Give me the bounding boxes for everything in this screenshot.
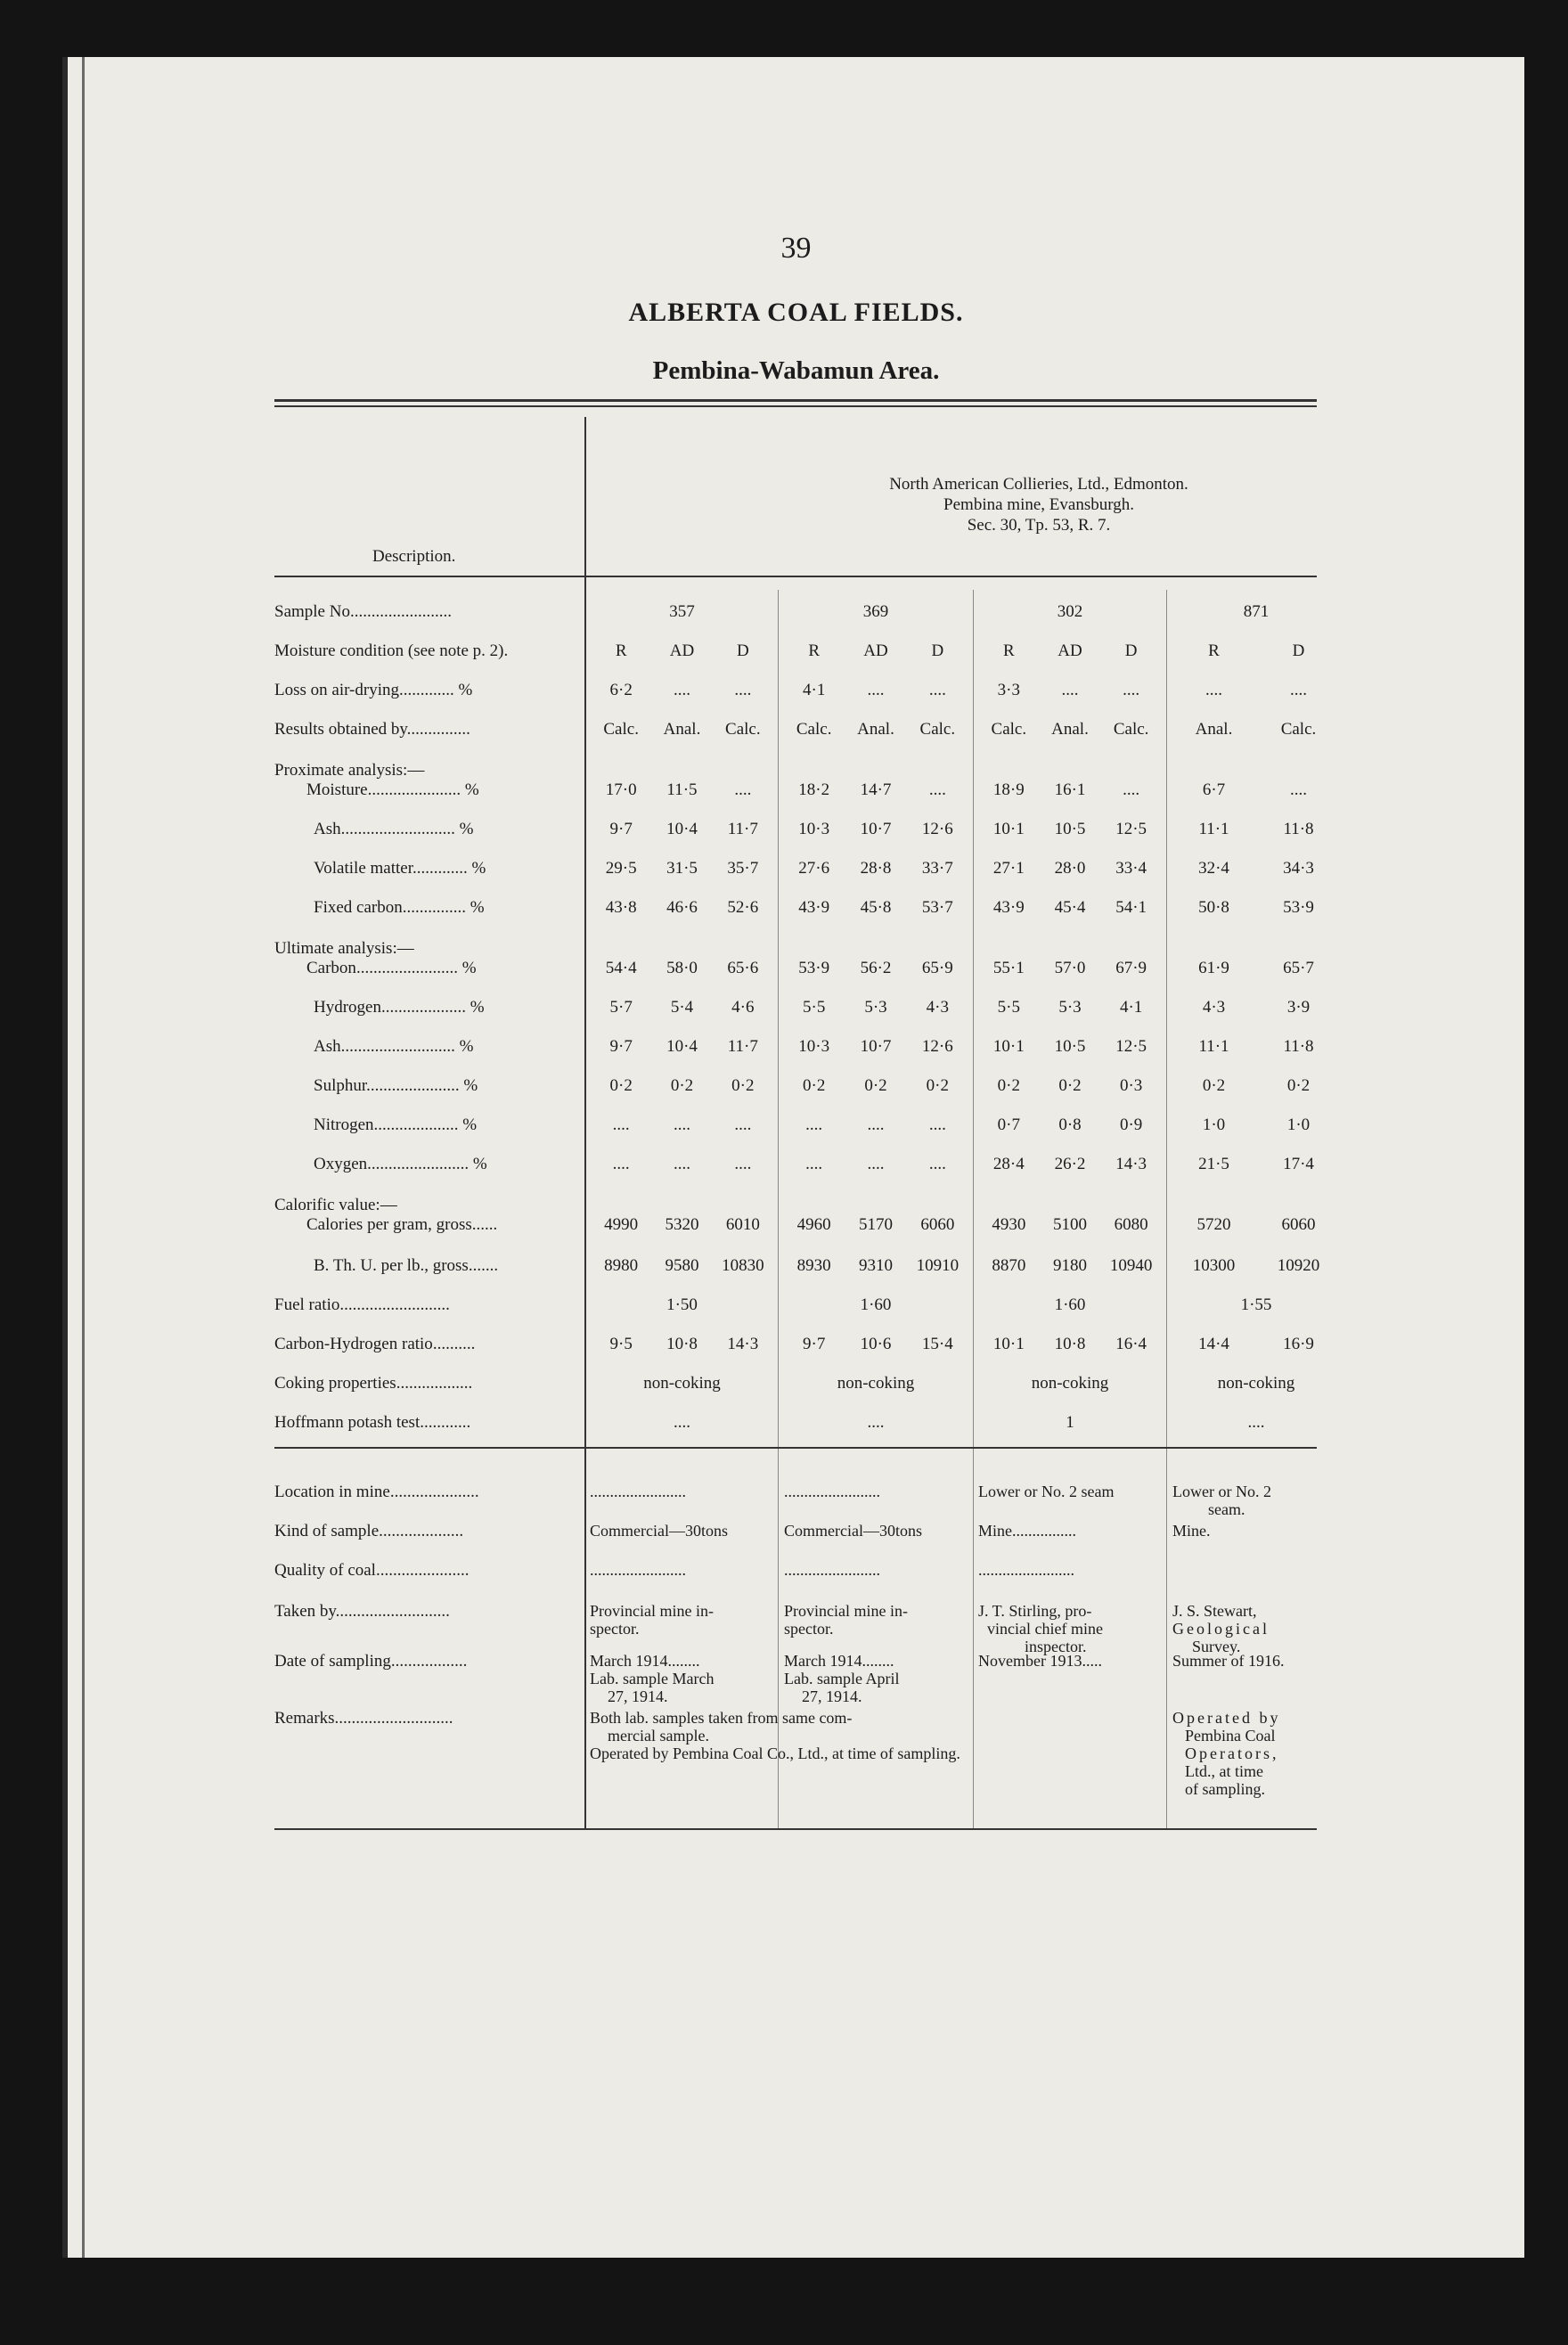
sample2-ash-0: 10·3 [798,820,830,838]
sample3-oxygen-2: 14·3 [1115,1155,1147,1173]
sample3-cal-0: 4930 [992,1215,1026,1234]
sample4-ash-0: 11·1 [1198,820,1229,838]
sample2-ch-2: 15·4 [921,1335,953,1353]
sample3-loss-2: .... [1123,681,1140,699]
sample2-oxygen-0: .... [805,1155,823,1173]
sample1-cal-1: 5320 [665,1215,699,1234]
sample2-no: 369 [862,602,889,621]
sample1-hoffmann: .... [674,1413,690,1432]
sample1-cond-0: R [615,641,627,660]
sample2-nitrogen-0: .... [805,1115,823,1134]
label-location-mine: Location in mine..................... [274,1483,479,1501]
sample2-sulphur-2: 0·2 [926,1076,949,1095]
sample4-loss-0: .... [1205,681,1222,699]
sample3-no: 302 [1057,602,1083,621]
sample1-carbon-0: 54·4 [605,959,637,977]
label-remarks: Remarks............................ [274,1709,453,1728]
sample2-fixed-0: 43·9 [798,898,830,917]
mine-name: Pembina mine, Evansburgh. [943,495,1134,514]
sample4-ch-1: 16·9 [1283,1335,1314,1353]
sample2-btu-2: 10910 [916,1256,960,1275]
sample1-sulphur-1: 0·2 [670,1076,694,1095]
sample4-nitrogen-1: 1·0 [1286,1115,1311,1134]
sample3-ch-0: 10·1 [992,1335,1025,1353]
sample4-sulphur-0: 0·2 [1202,1076,1226,1095]
s3-kind: Mine................ [978,1522,1076,1540]
s3-location: Lower or No. 2 seam [978,1483,1115,1500]
sample1-hydrogen-0: 5·7 [609,998,633,1017]
label-taken-by: Taken by........................... [274,1602,450,1621]
col-rule-3 [1166,590,1167,1828]
sample1-ash-0: 9·7 [609,820,633,838]
sample4-ch-0: 14·4 [1198,1335,1229,1353]
page-title: ALBERTA COAL FIELDS. [628,298,964,327]
sample1-moisture-1: 11·5 [666,780,698,799]
sample3-hydrogen-0: 5·5 [997,998,1020,1017]
sample3-carbon-2: 67·9 [1115,959,1147,977]
sample3-fuel: 1·60 [1054,1295,1086,1314]
sample4-no: 871 [1243,602,1270,621]
sample1-sulphur-2: 0·2 [731,1076,755,1095]
sample1-carbon-1: 58·0 [666,959,698,977]
s4-kind: Mine. [1172,1522,1211,1540]
sample1-btu-0: 8980 [604,1256,639,1275]
sample3-cond-2: D [1124,641,1138,660]
remarks-shared: Both lab. samples taken from same com- mercial sample. Operated by Pembina Coal Co., Ltd., at time of sampling. [590,1709,960,1762]
sample1-loss-0: 6·2 [609,681,633,699]
sample1-ash2-0: 9·7 [609,1037,633,1056]
sample3-ash2-0: 10·1 [992,1037,1025,1056]
sample2-ch-0: 9·7 [803,1335,826,1353]
sample1-loss-1: .... [673,681,690,699]
sample4-volatile-0: 32·4 [1198,859,1229,878]
sample1-results-2: Calc. [725,720,761,739]
sample4-oxygen-0: 21·5 [1198,1155,1229,1173]
col-rule-desc [584,417,586,1828]
sample4-hoffmann: .... [1247,1413,1265,1432]
label-hoffmann: Hoffmann potash test............ [274,1413,471,1432]
sample1-results-0: Calc. [603,720,639,739]
sample2-btu-0: 8930 [796,1256,831,1275]
sample2-volatile-0: 27·6 [798,859,830,878]
label-fixed-carbon: Fixed carbon............... % [314,898,485,917]
company-name: North American Collieries, Ltd., Edmonton. [889,475,1188,494]
sample2-sulphur-0: 0·2 [803,1076,826,1095]
sample2-loss-0: 4·1 [803,681,826,699]
sample2-volatile-1: 28·8 [860,859,892,878]
sample1-moisture-2: .... [734,780,752,799]
sample1-sulphur-0: 0·2 [609,1076,633,1095]
sample1-ch-0: 9·5 [609,1335,633,1353]
description-header: Description. [372,547,456,566]
sample3-hydrogen-1: 5·3 [1058,998,1082,1017]
sample3-cal-1: 5100 [1052,1215,1087,1234]
label-calories-gram: Calories per gram, gross...... [306,1215,498,1234]
sample1-results-1: Anal. [663,720,701,739]
sample3-hydrogen-2: 4·1 [1119,998,1143,1017]
sample1-cal-0: 4990 [604,1215,639,1234]
sample2-cal-2: 6060 [920,1215,955,1234]
sample2-ash2-1: 10·7 [860,1037,892,1056]
sample1-ash2-1: 10·4 [666,1037,698,1056]
col-rule-1 [778,590,779,1828]
mid-rule [274,1447,1317,1449]
sample3-oxygen-1: 26·2 [1054,1155,1086,1173]
sample4-hydrogen-1: 3·9 [1286,998,1311,1017]
sample2-moisture-1: 14·7 [860,780,892,799]
sample1-ash2-2: 11·7 [727,1037,758,1056]
sample3-fixed-1: 45·4 [1054,898,1086,917]
s2-location: ........................ [784,1483,880,1500]
sample1-fixed-2: 52·6 [727,898,759,917]
sample2-coking: non-coking [837,1374,915,1393]
sample3-fixed-0: 43·9 [992,898,1025,917]
sample3-ch-2: 16·4 [1115,1335,1147,1353]
sample4-fixed-0: 50·8 [1198,898,1229,917]
sample1-cal-2: 6010 [725,1215,760,1234]
page-subtitle: Pembina-Wabamun Area. [652,356,940,385]
sample4-hydrogen-0: 4·3 [1202,998,1226,1017]
s3-taken: J. T. Stirling, pro- vincial chief mine inspector. [978,1602,1103,1655]
sample3-oxygen-0: 28·4 [992,1155,1025,1173]
sample4-btu-0: 10300 [1192,1256,1236,1275]
sample4-volatile-1: 34·3 [1283,859,1314,878]
label-oxygen: Oxygen........................ % [314,1155,487,1173]
sample1-volatile-0: 29·5 [605,859,637,878]
sample3-ch-1: 10·8 [1054,1335,1086,1353]
sample2-loss-2: .... [928,681,946,699]
label-carbon: Carbon........................ % [306,959,477,977]
sample3-ash-0: 10·1 [992,820,1025,838]
sample4-fixed-1: 53·9 [1283,898,1314,917]
sample2-hydrogen-1: 5·3 [864,998,887,1017]
sample1-carbon-2: 65·6 [727,959,759,977]
sample2-hydrogen-0: 5·5 [803,998,826,1017]
sample4-ash-1: 11·8 [1283,820,1314,838]
sample1-ash-2: 11·7 [727,820,758,838]
label-ch-ratio: Carbon-Hydrogen ratio.......... [274,1335,476,1353]
s4-date: Summer of 1916. [1172,1652,1285,1670]
sample2-nitrogen-1: .... [867,1115,885,1134]
label-moisture: Moisture...................... % [306,780,479,799]
sample2-cal-0: 4960 [796,1215,831,1234]
sample3-sulphur-1: 0·2 [1058,1076,1082,1095]
sample3-volatile-2: 33·4 [1115,859,1147,878]
sample1-oxygen-1: .... [673,1155,690,1173]
sample2-ash-2: 12·6 [921,820,953,838]
sample1-coking: non-coking [643,1374,721,1393]
sample4-ash2-0: 11·1 [1198,1037,1229,1056]
sample2-results-0: Calc. [796,720,832,739]
label-volatile: Volatile matter............. % [314,859,486,878]
sample1-fuel: 1·50 [666,1295,698,1314]
sample1-nitrogen-1: .... [673,1115,690,1134]
s2-quality: ........................ [784,1561,880,1579]
label-proximate: Proximate analysis:— [274,761,425,780]
sample1-volatile-1: 31·5 [666,859,698,878]
s2-taken: Provincial mine in- spector. [784,1602,908,1638]
sample2-hydrogen-2: 4·3 [926,998,949,1017]
sample1-hydrogen-2: 4·6 [731,998,755,1017]
sample2-volatile-2: 33·7 [921,859,953,878]
s2-kind: Commercial—30tons [784,1522,922,1540]
sample2-ash2-2: 12·6 [921,1037,953,1056]
sample2-cond-0: R [808,641,820,660]
sample1-ash-1: 10·4 [666,820,698,838]
sample3-ash2-2: 12·5 [1115,1037,1147,1056]
label-sulphur: Sulphur...................... % [314,1076,478,1095]
sample1-cond-1: AD [669,641,695,660]
sample3-cond-0: R [1002,641,1015,660]
sample1-ch-1: 10·8 [666,1335,698,1353]
sample4-sulphur-1: 0·2 [1286,1076,1311,1095]
s1-taken: Provincial mine in- spector. [590,1602,714,1638]
sample4-ash2-1: 11·8 [1283,1037,1314,1056]
sample1-no: 357 [669,602,695,621]
sample3-results-1: Anal. [1051,720,1089,739]
top-rule [274,399,1317,402]
sample4-moisture-1: .... [1290,780,1307,799]
sample2-fixed-2: 53·7 [921,898,953,917]
bottom-rule [274,1828,1317,1830]
sample3-fixed-2: 54·1 [1115,898,1147,917]
sample3-sulphur-2: 0·3 [1119,1076,1143,1095]
label-btu: B. Th. U. per lb., gross....... [314,1256,499,1275]
sample1-nitrogen-2: .... [734,1115,752,1134]
sample3-nitrogen-0: 0·7 [997,1115,1020,1134]
sample2-carbon-0: 53·9 [798,959,830,977]
sample4-carbon-0: 61·9 [1198,959,1229,977]
sample2-carbon-1: 56·2 [860,959,892,977]
sample3-volatile-0: 27·1 [992,859,1025,878]
sample4-results-0: Anal. [1195,720,1233,739]
s1-kind: Commercial—30tons [590,1522,728,1540]
sample4-oxygen-1: 17·4 [1283,1155,1314,1173]
sample4-nitrogen-0: 1·0 [1202,1115,1226,1134]
sample3-volatile-1: 28·0 [1054,859,1086,878]
sample4-cal-1: 6060 [1281,1215,1316,1234]
sample3-results-2: Calc. [1113,720,1149,739]
header-divider [274,576,1317,577]
sample1-cond-2: D [736,641,749,660]
sample2-cond-2: D [931,641,944,660]
col-rule-2 [973,590,974,1828]
sample2-oxygen-1: .... [867,1155,885,1173]
sample4-cal-0: 5720 [1196,1215,1231,1234]
sample3-btu-1: 9180 [1052,1256,1087,1275]
s4-taken: J. S. Stewart, Geological Survey. [1172,1602,1270,1655]
sample2-cal-1: 5170 [858,1215,893,1234]
sample3-coking: non-coking [1031,1374,1109,1393]
s1-location: ........................ [590,1483,686,1500]
s1-date: March 1914........ Lab. sample March 27, 1914. [590,1652,715,1705]
label-sample-no: Sample No........................ [274,602,452,621]
sample3-moisture-2: .... [1123,780,1140,799]
label-hydrogen: Hydrogen.................... % [314,998,485,1017]
sample3-nitrogen-2: 0·9 [1119,1115,1143,1134]
sample3-hoffmann: 1 [1066,1413,1074,1432]
sample1-nitrogen-0: .... [612,1115,630,1134]
sample4-loss-1: .... [1290,681,1307,699]
sample4-carbon-1: 65·7 [1283,959,1314,977]
label-calorific: Calorific value:— [274,1196,397,1214]
sample2-fixed-1: 45·8 [860,898,892,917]
sample3-moisture-1: 16·1 [1054,780,1086,799]
sample1-moisture-0: 17·0 [605,780,637,799]
s3-date: November 1913..... [978,1652,1102,1670]
s4-remarks: Operated by Pembina Coal Operators, Ltd., at time of sampling. [1172,1709,1281,1798]
label-ash: Ash........................... % [314,820,474,838]
source-header [727,474,1351,535]
sample4-fuel: 1·55 [1240,1295,1272,1314]
sample2-carbon-2: 65·9 [921,959,953,977]
s3-quality: ........................ [978,1561,1074,1579]
label-ash-ultimate: Ash........................... % [314,1037,474,1056]
sample3-ash2-1: 10·5 [1054,1037,1086,1056]
label-nitrogen: Nitrogen.................... % [314,1115,478,1134]
top-rule-2 [274,405,1317,407]
sample1-hydrogen-1: 5·4 [670,998,694,1017]
sample2-ash-1: 10·7 [860,820,892,838]
sample2-moisture-2: .... [928,780,946,799]
sample1-volatile-2: 35·7 [727,859,759,878]
sample3-ash-1: 10·5 [1054,820,1086,838]
sample2-oxygen-2: .... [928,1155,946,1173]
sample1-fixed-0: 43·8 [605,898,637,917]
sample2-results-1: Anal. [857,720,894,739]
sample3-cal-2: 6080 [1114,1215,1148,1234]
sample3-nitrogen-1: 0·8 [1058,1115,1082,1134]
sample3-carbon-0: 55·1 [992,959,1025,977]
sample1-oxygen-2: .... [734,1155,752,1173]
sample4-cond-1: D [1292,641,1305,660]
label-kind-sample: Kind of sample.................... [274,1522,464,1540]
sample3-sulphur-0: 0·2 [997,1076,1020,1095]
sample3-loss-1: .... [1061,681,1079,699]
sample1-loss-2: .... [734,681,752,699]
label-ultimate: Ultimate analysis:— [274,939,414,958]
sample1-btu-1: 9580 [665,1256,699,1275]
sample4-coking: non-coking [1217,1374,1295,1393]
mine-location: Sec. 30, Tp. 53, R. 7. [967,516,1111,535]
label-fuel-ratio: Fuel ratio.......................... [274,1295,450,1314]
sample1-ch-2: 14·3 [727,1335,759,1353]
label-quality: Quality of coal...................... [274,1561,470,1580]
sample2-hoffmann: .... [867,1413,885,1432]
sample2-sulphur-1: 0·2 [864,1076,887,1095]
sample2-ch-1: 10·6 [860,1335,892,1353]
label-moisture-condition: Moisture condition (see note p. 2). [274,641,509,660]
label-date-sampling: Date of sampling.................. [274,1652,468,1671]
sample3-cond-1: AD [1058,641,1082,660]
sample4-cond-0: R [1208,641,1220,660]
sample1-oxygen-0: .... [612,1155,630,1173]
sample4-moisture-0: 6·7 [1202,780,1226,799]
sample4-btu-1: 10920 [1277,1256,1320,1275]
sample3-carbon-1: 57·0 [1054,959,1086,977]
label-loss-air-drying: Loss on air-drying............. % [274,681,473,699]
label-results-obtained: Results obtained by............... [274,720,470,739]
sample4-results-1: Calc. [1280,720,1317,739]
sample2-fuel: 1·60 [860,1295,892,1314]
sample1-fixed-1: 46·6 [666,898,698,917]
sample2-nitrogen-2: .... [928,1115,946,1134]
sample2-btu-1: 9310 [858,1256,893,1275]
s2-date: March 1914........ Lab. sample April 27, 1914. [784,1652,900,1705]
sample2-results-2: Calc. [919,720,956,739]
sample2-ash2-0: 10·3 [798,1037,830,1056]
sample2-loss-1: .... [867,681,885,699]
sample3-results-0: Calc. [991,720,1027,739]
sample3-loss-0: 3·3 [997,681,1020,699]
page-number: 39 [780,232,812,265]
sample3-btu-2: 10940 [1109,1256,1153,1275]
s1-quality: ........................ [590,1561,686,1579]
sample2-moisture-0: 18·2 [798,780,830,799]
s4-location: Lower or No. 2 seam. [1172,1483,1271,1518]
document-page [62,57,1524,2258]
sample3-ash-2: 12·5 [1115,820,1147,838]
label-coking: Coking properties.................. [274,1374,473,1393]
sample1-btu-2: 10830 [722,1256,764,1275]
sample3-moisture-0: 18·9 [992,780,1025,799]
sample3-btu-0: 8870 [992,1256,1026,1275]
sample2-cond-1: AD [863,641,888,660]
